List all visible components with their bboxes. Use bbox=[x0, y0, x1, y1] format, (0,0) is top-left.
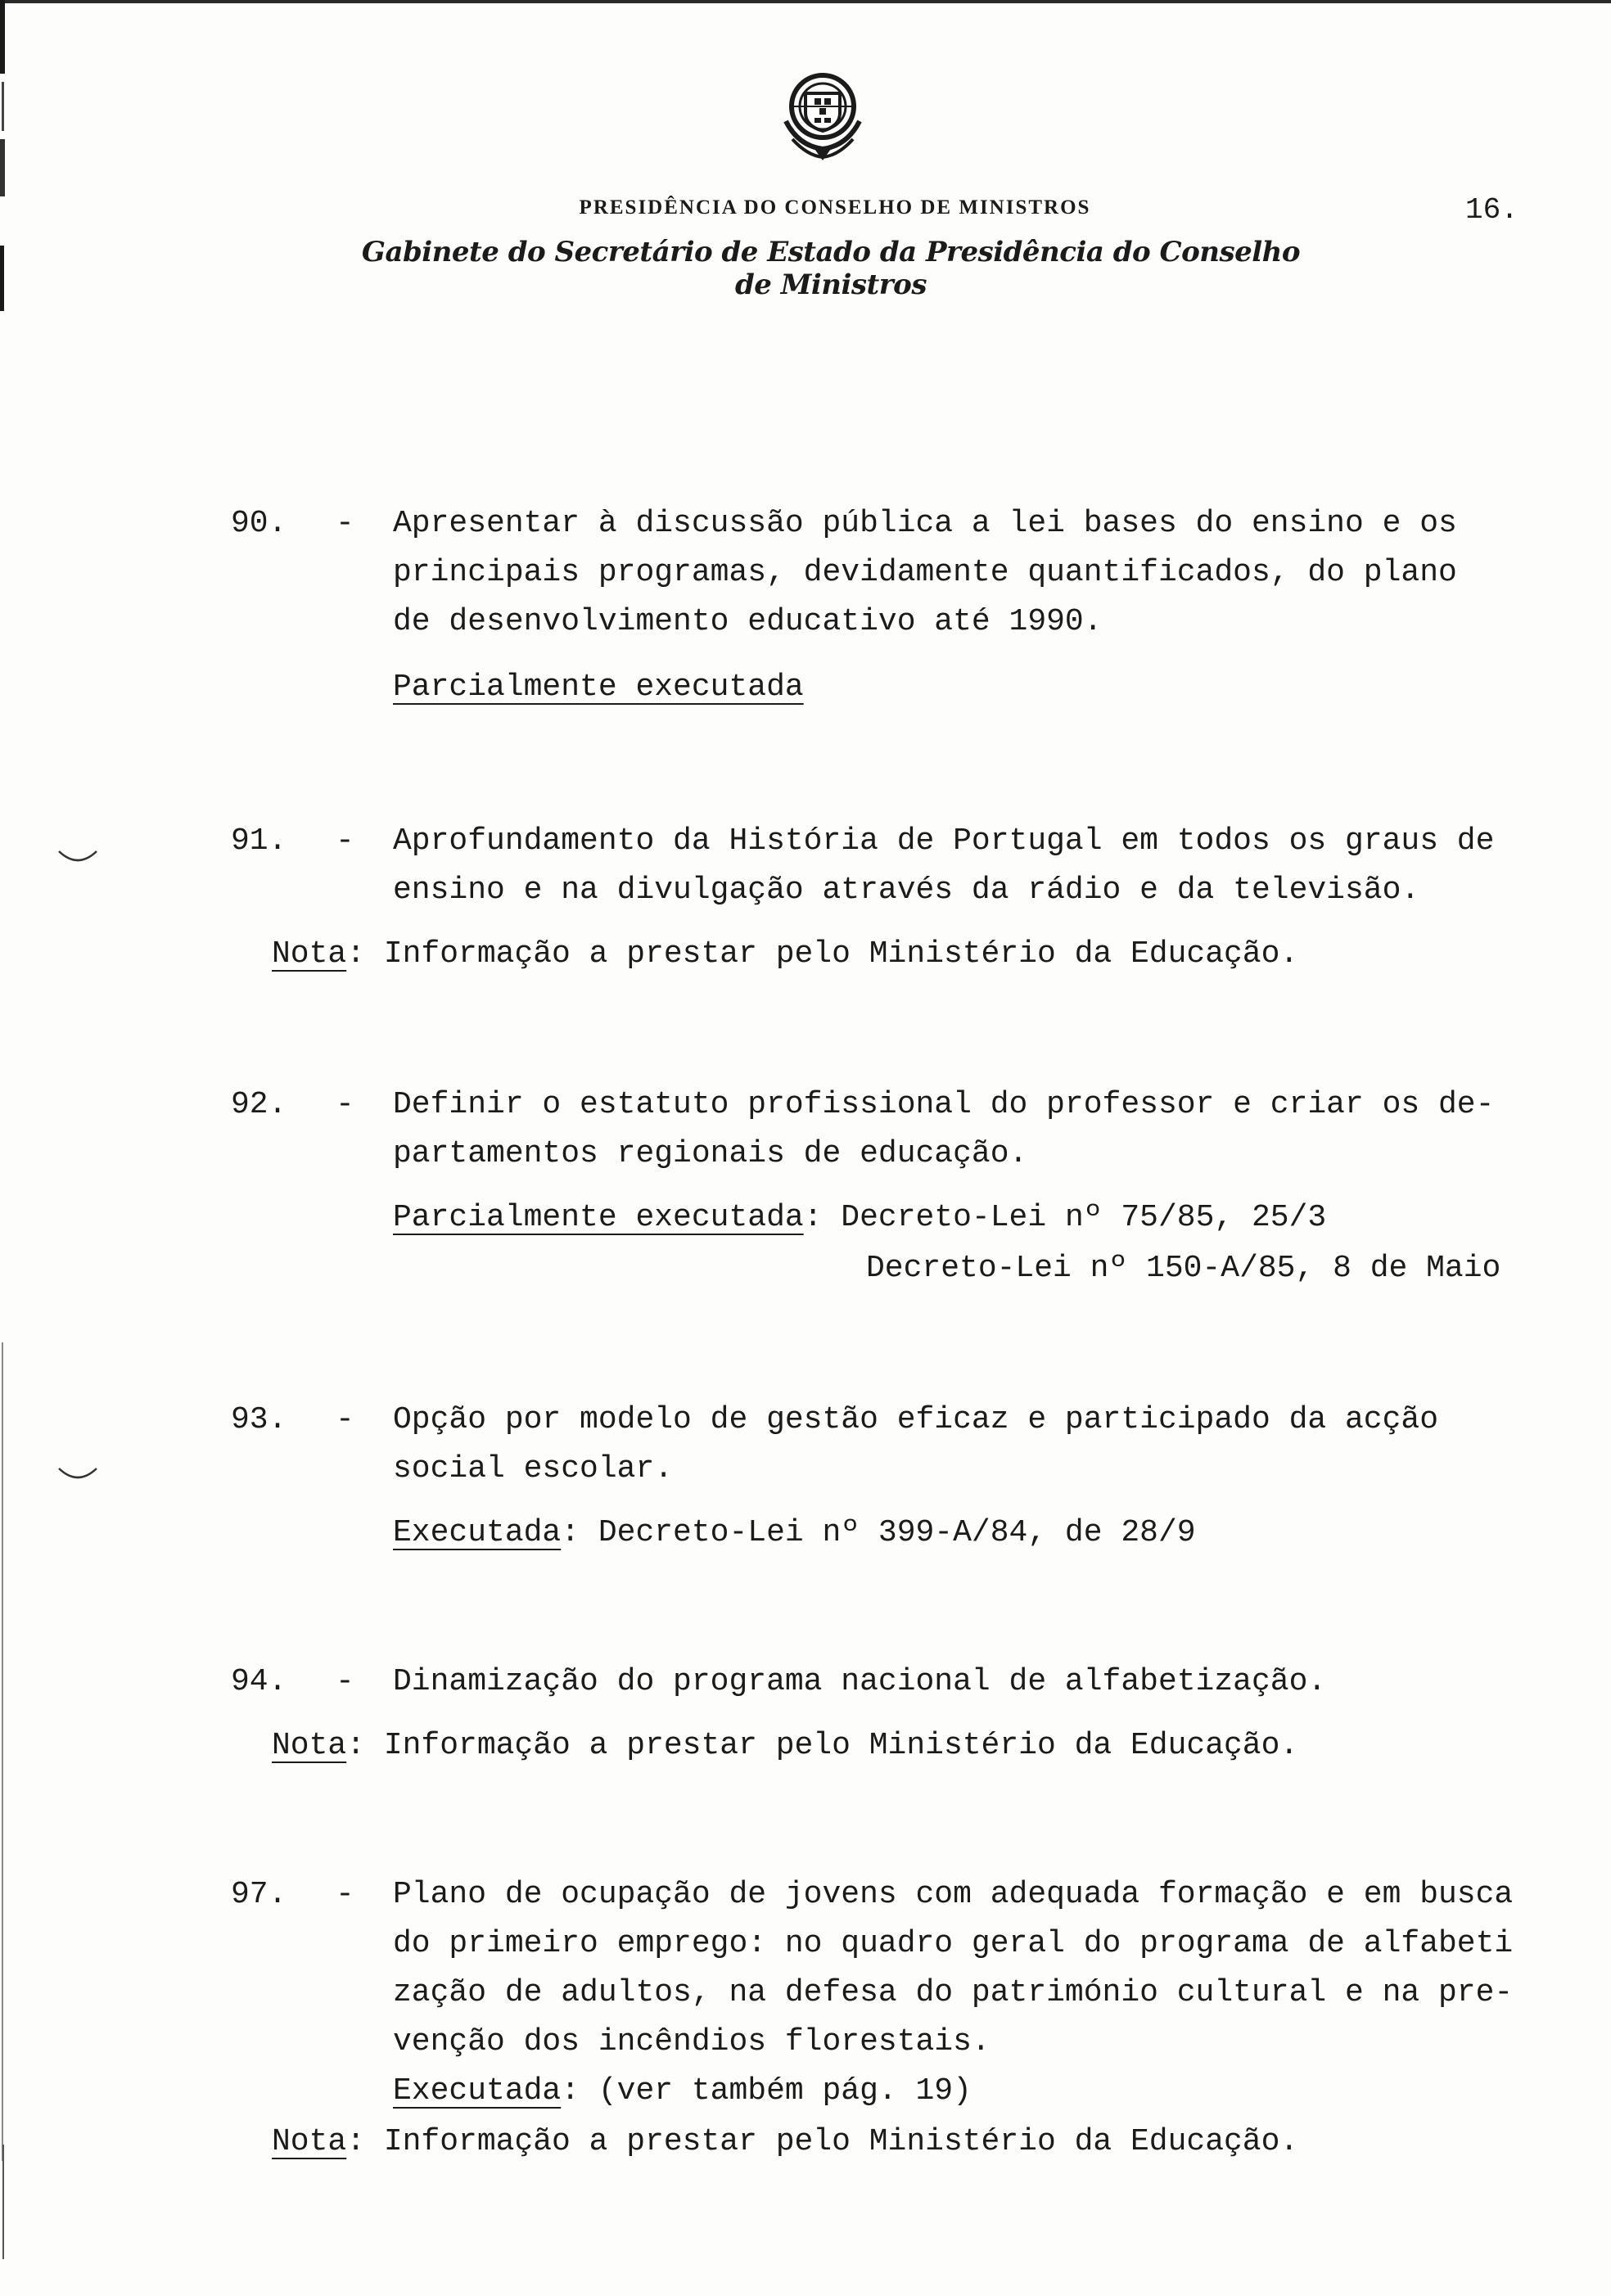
page-number: 16. bbox=[1465, 193, 1518, 227]
item-status bbox=[393, 663, 804, 712]
item-note bbox=[272, 2118, 1298, 2167]
list-item bbox=[0, 1396, 1611, 1559]
note-text: : Informação a prestar pelo Ministério da Educação. bbox=[346, 2124, 1299, 2159]
item-status bbox=[393, 2067, 972, 2116]
status-detail: : Decreto-Lei nº 399-A/84, de 28/9 bbox=[561, 1515, 1196, 1550]
item-dash: - bbox=[336, 823, 354, 859]
item-line: Aprofundamento da História de Portugal em todos os graus de bbox=[393, 823, 1495, 859]
status-detail: : Decreto-Lei nº 75/85, 25/3 bbox=[803, 1200, 1327, 1235]
item-number: 91. bbox=[231, 823, 287, 859]
item-line: Opção por modelo de gestão eficaz e participado da acção bbox=[393, 1402, 1439, 1437]
item-dash: - bbox=[336, 506, 354, 541]
list-item bbox=[0, 1080, 1611, 1293]
item-line: Apresentar à discussão pública a lei bases do ensino e os bbox=[393, 506, 1457, 541]
header-title: PRESIDÊNCIA DO CONSELHO DE MINISTROS bbox=[579, 196, 1091, 219]
top-rule bbox=[0, 0, 1611, 3]
item-number: 93. bbox=[231, 1402, 287, 1437]
item-line: do primeiro emprego: no quadro geral do programa de alfabeti bbox=[393, 1926, 1514, 1961]
note-label: Nota bbox=[272, 936, 347, 972]
item-number: 97. bbox=[231, 1877, 287, 1912]
note-label: Nota bbox=[272, 2124, 347, 2159]
status-label: Executada bbox=[393, 1515, 562, 1550]
item-dash: - bbox=[336, 1402, 354, 1437]
item-line: venção dos incêndios florestais. bbox=[393, 2024, 991, 2059]
item-note bbox=[272, 1721, 1298, 1770]
item-number: 90. bbox=[231, 506, 287, 541]
item-status bbox=[393, 1193, 1326, 1243]
note-text: : Informação a prestar pelo Ministério da Educação. bbox=[346, 936, 1299, 972]
item-status bbox=[393, 1509, 1196, 1558]
item-note bbox=[272, 930, 1298, 979]
list-item bbox=[0, 499, 1611, 712]
item-line: Plano de ocupação de jovens com adequada formação e em busca bbox=[393, 1877, 1514, 1912]
item-line: principais programas, devidamente quantificados, do plano bbox=[393, 555, 1457, 590]
item-line: partamentos regionais de educação. bbox=[393, 1136, 1028, 1171]
item-text bbox=[393, 1080, 1588, 1179]
item-number: 92. bbox=[231, 1087, 287, 1122]
item-dash: - bbox=[336, 1087, 354, 1122]
item-dash: - bbox=[336, 1664, 354, 1699]
item-text bbox=[393, 499, 1588, 647]
item-line: social escolar. bbox=[393, 1451, 674, 1486]
status-detail: : (ver também pág. 19) bbox=[561, 2073, 972, 2109]
list-item bbox=[0, 1658, 1611, 1772]
item-line: Definir o estatuto profissional do professor e criar os de- bbox=[393, 1087, 1495, 1122]
status-label: Parcialmente executada bbox=[393, 670, 804, 705]
item-line: ensino e na divulgação através da rádio e da televisão. bbox=[393, 873, 1420, 908]
status-label: Parcialmente executada bbox=[393, 1200, 804, 1235]
header-subtitle: Gabinete do Secretário de Estado da Presidência do Conselho de Ministros bbox=[361, 236, 1301, 301]
note-text: : Informação a prestar pelo Ministério da Educação. bbox=[346, 1728, 1299, 1763]
item-text bbox=[393, 1870, 1588, 2067]
list-item bbox=[0, 817, 1611, 981]
item-line: Dinamização do programa nacional de alfabetização. bbox=[393, 1664, 1327, 1699]
list-item bbox=[0, 1870, 1611, 2181]
item-text bbox=[393, 1396, 1588, 1494]
item-line: de desenvolvimento educativo até 1990. bbox=[393, 604, 1103, 639]
status-detail-second: Decreto-Lei nº 150-A/85, 8 de Maio bbox=[866, 1251, 1501, 1286]
item-text bbox=[393, 1658, 1588, 1707]
note-label: Nota bbox=[272, 1728, 347, 1763]
item-line: zação de adultos, na defesa do património cultural e na pre- bbox=[393, 1975, 1514, 2010]
status-label: Executada bbox=[393, 2073, 562, 2109]
coat-of-arms-icon bbox=[769, 64, 876, 170]
item-number: 94. bbox=[231, 1664, 287, 1699]
item-text bbox=[393, 817, 1588, 915]
item-dash: - bbox=[336, 1877, 354, 1912]
